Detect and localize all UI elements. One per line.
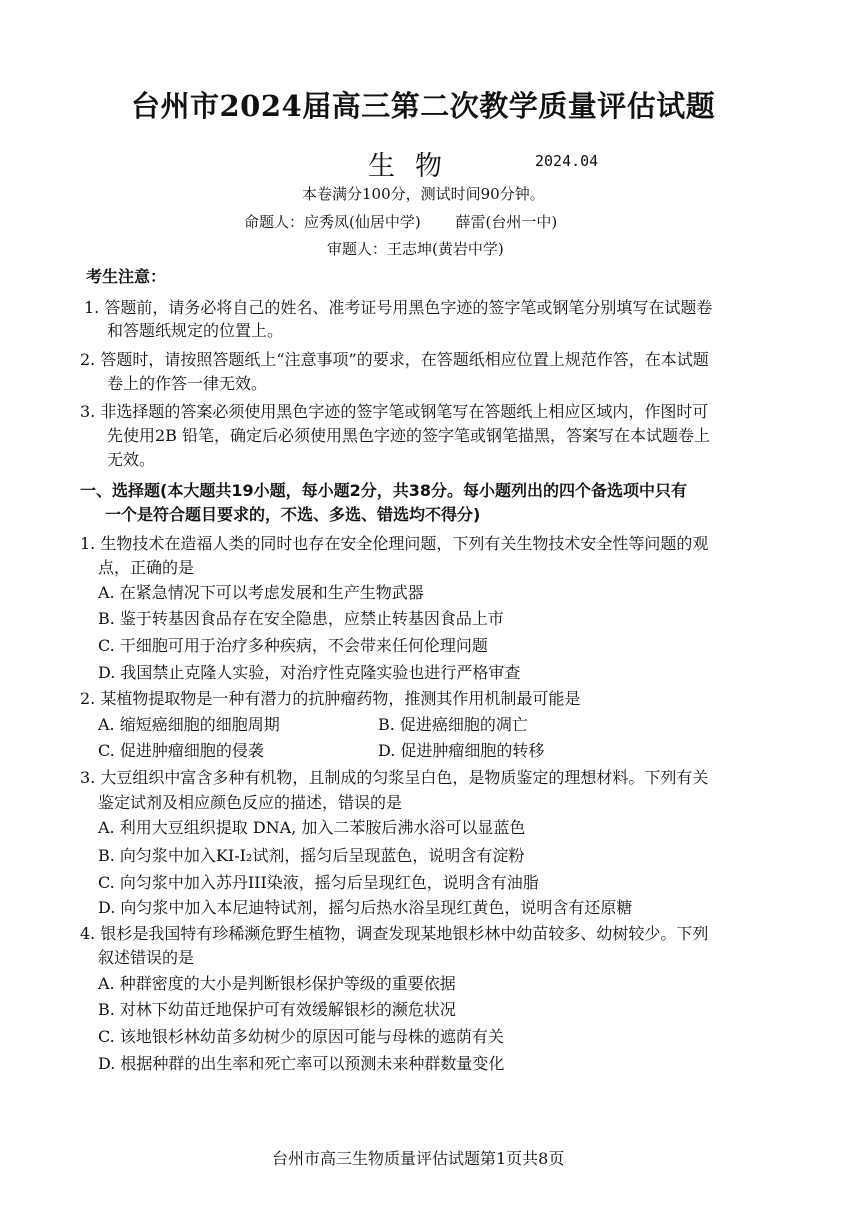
subject-name: 生物 bbox=[368, 151, 462, 182]
question-stem-cont: 鉴定试剂及相应颜色反应的描述，错误的是 bbox=[98, 793, 403, 812]
option-c: C. 干细胞可用于治疗多种疾病，不会带来任何伦理问题 bbox=[98, 636, 488, 655]
exam-date: 2024.04 bbox=[535, 152, 599, 170]
option-b: B. 促进癌细胞的凋亡 bbox=[378, 715, 528, 734]
notice-heading: 考生注意： bbox=[86, 267, 167, 286]
section-heading-cont: 一个是符合题目要求的，不选、多选、错选均不得分) bbox=[105, 505, 481, 524]
notice-item: 2. 答题时，请按照答题纸上“注意事项”的要求，在答题纸相应位置上规范作答，在本试题 bbox=[80, 350, 709, 369]
option-a: A. 种群密度的大小是判断银杉保护等级的重要依据 bbox=[98, 974, 456, 993]
section-heading: 一、选择题(本大题共19小题，每小题2分，共38分。每小题列出的四个备选项中只有 bbox=[80, 481, 687, 500]
option-a: A. 在紧急情况下可以考虑发展和生产生物武器 bbox=[98, 583, 424, 602]
option-c: C. 促进肿瘤细胞的侵袭 bbox=[98, 741, 264, 760]
notice-item: 1. 答题前，请务必将自己的姓名、准考证号用黑色字迹的签字笔或钢笔分别填写在试题卷 bbox=[84, 298, 713, 317]
option-b: B. 对林下幼苗迁地保护可有效缓解银杉的濒危状况 bbox=[98, 1000, 456, 1019]
question-stem: 2. 某植物提取物是一种有潜力的抗肿瘤药物，推测其作用机制最可能是 bbox=[80, 689, 581, 708]
notice-item-cont: 卷上的作答一律无效。 bbox=[107, 374, 268, 393]
notice-item: 3. 非选择题的答案必须使用黑色字迹的签字笔或钢笔写在答题纸上相应区域内，作图时可 bbox=[80, 402, 709, 421]
option-d: D. 我国禁止克隆人实验，对治疗性克隆实验也进行严格审查 bbox=[98, 663, 521, 682]
page-footer: 台州市高三生物质量评估试题第1页共8页 bbox=[272, 1149, 565, 1168]
option-d: D. 向匀浆中加入本尼迪特试剂，摇匀后热水浴呈现红黄色，说明含有还原糖 bbox=[98, 898, 633, 917]
notice-item-cont: 无效。 bbox=[107, 450, 156, 469]
authors-line: 命题人：应秀凤(仙居中学) 薛雷(台州一中) bbox=[244, 213, 558, 231]
notice-item-cont: 先使用2B 铅笔，确定后必须使用黑色字迹的签字笔或钢笔描黑，答案写在本试题卷上 bbox=[107, 426, 711, 445]
option-b: B. 鉴于转基因食品存在安全隐患，应禁止转基因食品上市 bbox=[98, 609, 504, 628]
question-stem-cont: 点，正确的是 bbox=[98, 558, 195, 577]
option-c: C. 该地银杉林幼苗多幼树少的原因可能与母株的遮荫有关 bbox=[98, 1027, 504, 1046]
exam-title: 台州市2024届高三第二次教学质量评估试题 bbox=[131, 89, 716, 123]
question-stem: 1. 生物技术在造福人类的同时也存在安全伦理问题，下列有关生物技术安全性等问题的观 bbox=[80, 534, 709, 553]
question-stem-cont: 叙述错误的是 bbox=[98, 948, 195, 967]
question-stem: 4. 银杉是我国特有珍稀濒危野生植物，调查发现某地银杉林中幼苗较多、幼树较少。下列 bbox=[80, 924, 709, 943]
question-stem: 3. 大豆组织中富含多种有机物，且制成的匀浆呈白色，是物质鉴定的理想材料。下列有关 bbox=[80, 768, 709, 787]
option-c: C. 向匀浆中加入苏丹III染液，摇匀后呈现红色，说明含有油脂 bbox=[98, 873, 539, 892]
score-time-note: 本卷满分100分，测试时间90分钟。 bbox=[302, 185, 545, 203]
reviewer-line: 审题人：王志坤(黄岩中学) bbox=[327, 240, 504, 258]
option-a: A. 利用大豆组织提取 DNA, 加入二苯胺后沸水浴可以显蓝色 bbox=[98, 818, 526, 837]
option-b: B. 向匀浆中加入KI-I₂试剂，摇匀后呈现蓝色，说明含有淀粉 bbox=[98, 846, 525, 865]
notice-item-cont: 和答题纸规定的位置上。 bbox=[107, 321, 284, 340]
option-d: D. 促进肿瘤细胞的转移 bbox=[378, 741, 545, 760]
option-d: D. 根据种群的出生率和死亡率可以预测未来种群数量变化 bbox=[98, 1054, 505, 1073]
option-a: A. 缩短癌细胞的细胞周期 bbox=[98, 715, 280, 734]
